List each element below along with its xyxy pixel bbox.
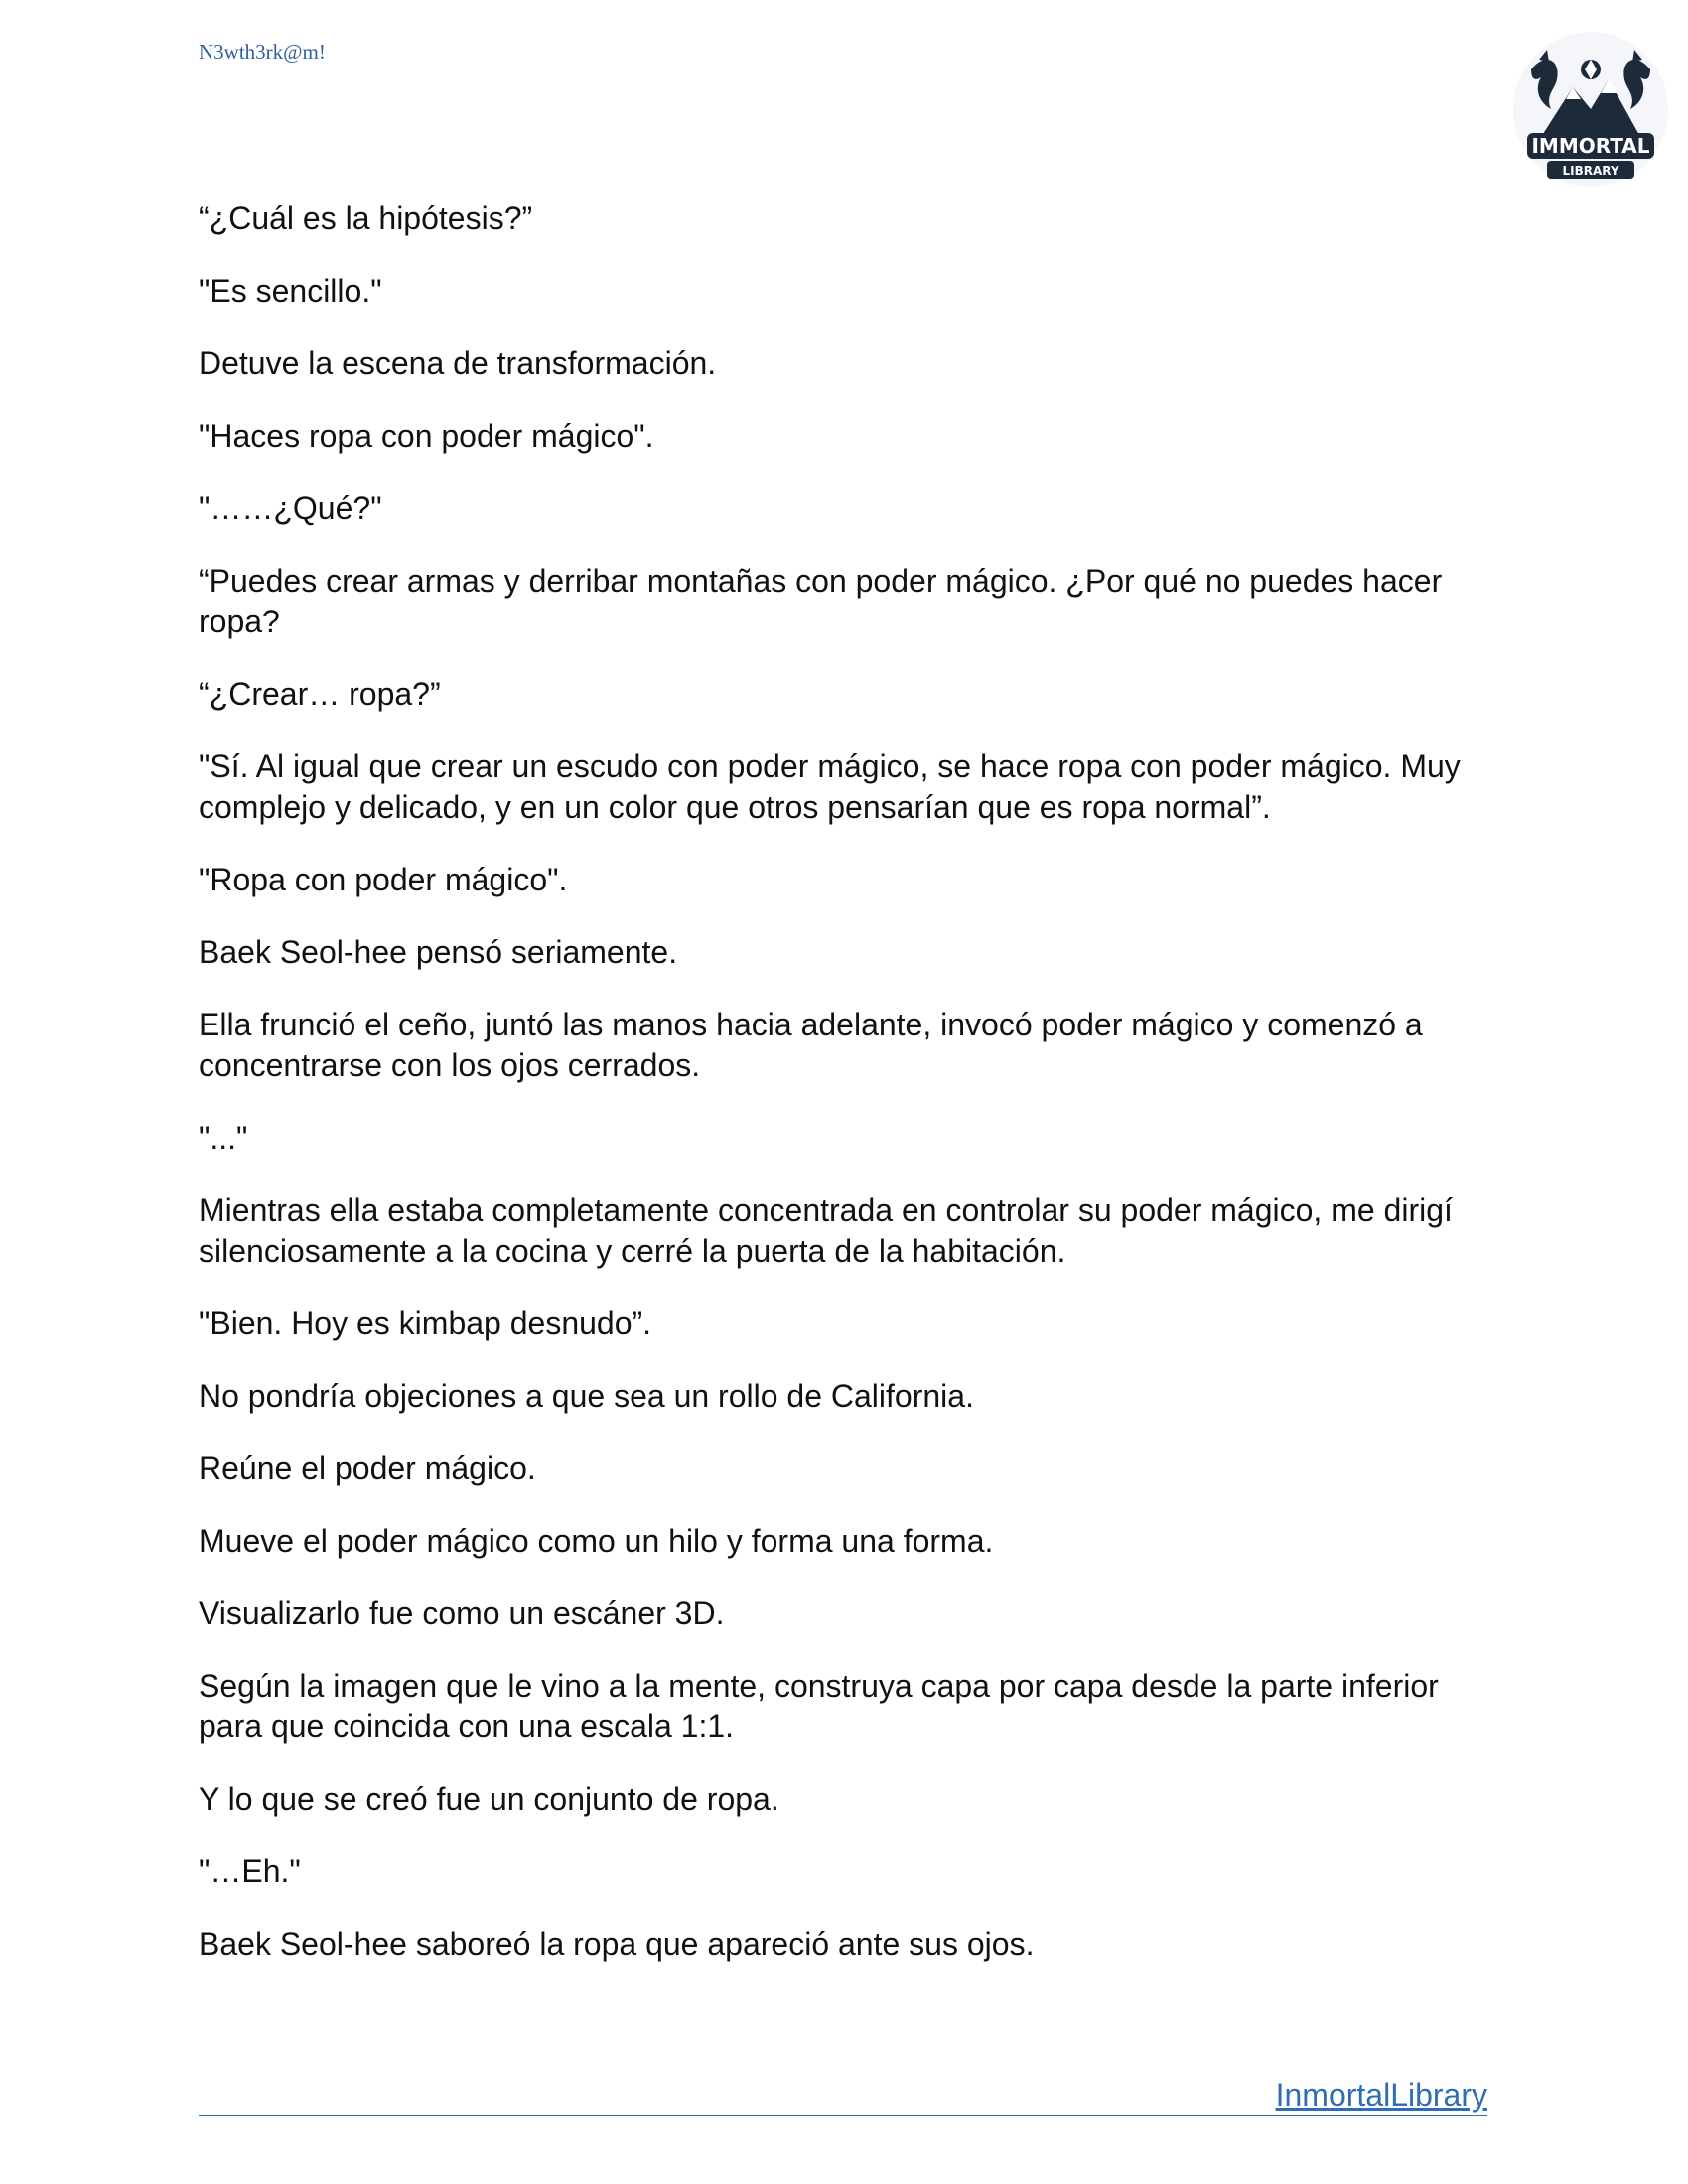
- paragraph: "Ropa con poder mágico".: [199, 862, 568, 897]
- paragraph: "Haces ropa con poder mágico".: [199, 418, 654, 454]
- footer-link[interactable]: InmortalLibrary: [1275, 2077, 1487, 2113]
- paragraph: "Bien. Hoy es kimbap desnudo”.: [199, 1305, 652, 1341]
- paragraph: Reúne el poder mágico.: [199, 1450, 536, 1486]
- paragraph: Mientras ella estaba completamente concentrada en controlar su poder mágico, me dirigí silenciosamente a la cocina y cerré la puerta de la habitación.: [199, 1192, 1453, 1269]
- paragraph: Baek Seol-hee pensó seriamente.: [199, 934, 678, 970]
- paragraph: Detuve la escena de transformación.: [199, 345, 717, 381]
- paragraph: “¿Crear… ropa?”: [199, 676, 441, 712]
- paragraph: Según la imagen que le vino a la mente, construya capa por capa desde la parte inferior para que coincida con una escala 1:1.: [199, 1668, 1439, 1744]
- paragraph: Visualizarlo fue como un escáner 3D.: [199, 1595, 725, 1631]
- paragraph: No pondría objeciones a que sea un rollo de California.: [199, 1378, 974, 1414]
- paragraph: “Puedes crear armas y derribar montañas con poder mágico. ¿Por qué no puedes hacer ropa?: [199, 563, 1443, 639]
- paragraph: Y lo que se creó fue un conjunto de ropa.: [199, 1781, 779, 1817]
- svg-text:LIBRARY: LIBRARY: [1562, 164, 1619, 178]
- paragraph: "...": [199, 1120, 248, 1156]
- immortal-library-logo: [1511, 30, 1670, 189]
- paragraph: "Es sencillo.": [199, 273, 382, 309]
- document-body: [199, 199, 1489, 1996]
- footer-divider: [199, 2115, 1487, 2116]
- header-tag: N3wth3rk@m!: [199, 40, 326, 64]
- paragraph: Baek Seol-hee saboreó la ropa que apareció ante sus ojos.: [199, 1926, 1035, 1962]
- paragraph: "Sí. Al igual que crear un escudo con poder mágico, se hace ropa con poder mágico. Muy complejo y delicado, y en un color que otros pensarían que es ropa normal”.: [199, 749, 1461, 825]
- svg-text:IMMORTAL: IMMORTAL: [1531, 134, 1650, 158]
- paragraph: Ella frunció el ceño, juntó las manos hacia adelante, invocó poder mágico y comenzó a concentrarse con los ojos cerrados.: [199, 1007, 1423, 1083]
- paragraph: "…Eh.": [199, 1853, 301, 1889]
- paragraph: Mueve el poder mágico como un hilo y forma una forma.: [199, 1523, 994, 1559]
- paragraph: "……¿Qué?": [199, 490, 382, 526]
- paragraph: “¿Cuál es la hipótesis?”: [199, 201, 533, 236]
